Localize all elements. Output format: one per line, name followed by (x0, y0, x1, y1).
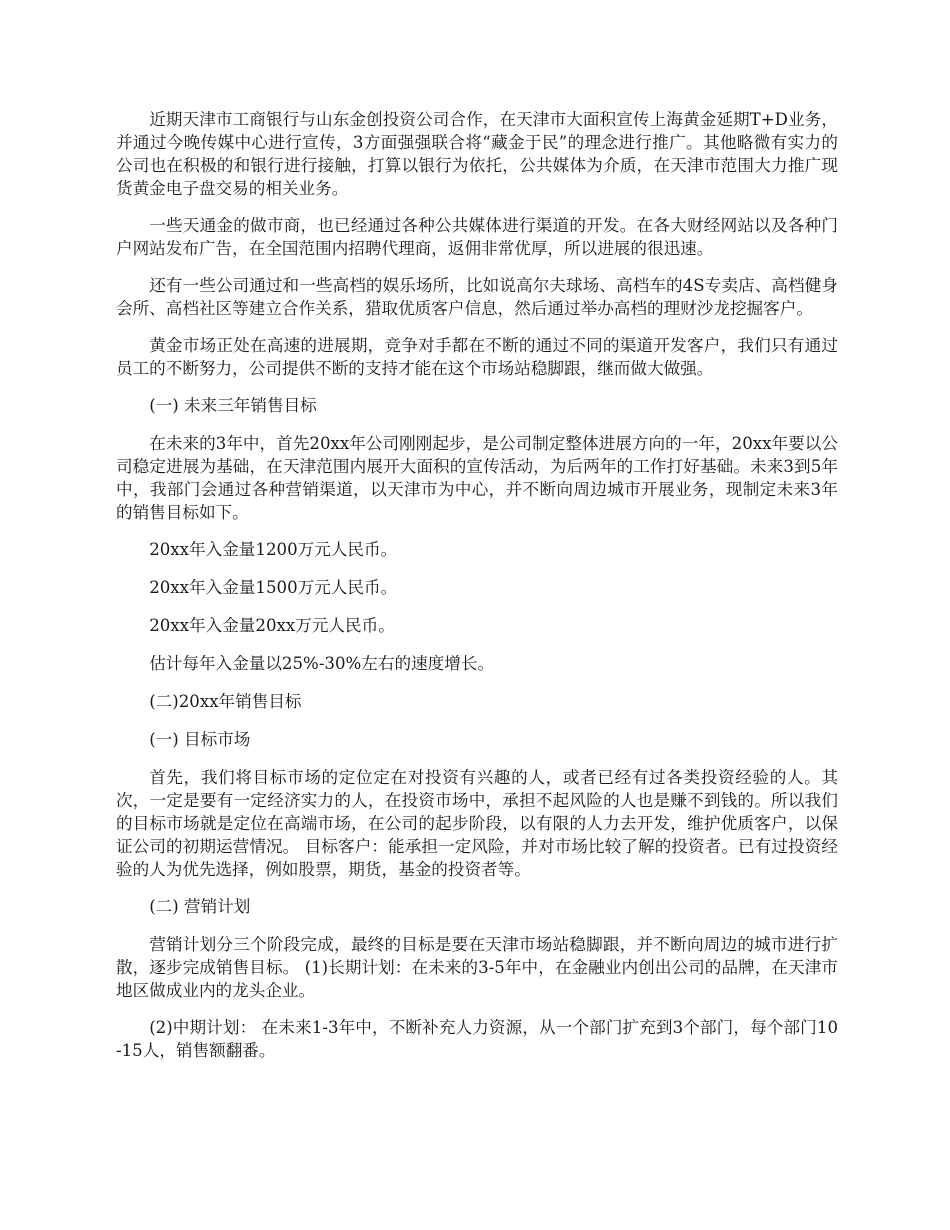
heading-annual-target: (二)20xx年销售目标 (149, 692, 302, 711)
target-year-3: 20xx年入金量20xx万元人民币。 (149, 616, 395, 635)
heading-target-market: (一) 目标市场 (149, 730, 251, 749)
growth-estimate: 估计每年入金量以25%-30%左右的速度增长。 (149, 654, 495, 673)
paragraph-partnerships: 还有一些公司通过和一些高档的娱乐场所，比如说高尔夫球场、高档车的4S专卖店、高档健身会所、高档社区等建立合作关系，猎取优质客户信息，然后通过举办高档的理财沙龙挖掘客户。 (116, 276, 838, 318)
document-body (116, 108, 838, 1076)
paragraph-mid-term-plan: (2)中期计划： 在未来1-3年中，不断补充人力资源，从一个部门扩充到3个部门，每个部门10-15人，销售额翻番。 (116, 1018, 838, 1060)
heading-marketing-plan: (二) 营销计划 (149, 897, 251, 916)
paragraph-competition: 黄金市场正处在高速的进展期，竞争对手都在不断的通过不同的渠道开发客户，我们只有通过员工的不断努力，公司提供不断的支持才能在这个市场站稳脚跟，继而做大做强。 (116, 336, 838, 378)
paragraph-market-makers: 一些天通金的做市商，也已经通过各种公共媒体进行渠道的开发。在各大财经网站以及各种门户网站发布广告，在全国范围内招聘代理商，返佣非常优厚，所以进展的很迅速。 (116, 216, 838, 258)
paragraph-market-intro: 近期天津市工商银行与山东金创投资公司合作，在天津市大面积宣传上海黄金延期T+D业务，并通过今晚传媒中心进行宣传，3方面强强联合将“藏金于民”的理念进行推广。其他略微有实力的公司也在积极的和银行进行接触，打算以银行为依托，公共媒体为介质，在天津市范围大力推广现货黄金电子盘交易的相关业务。 (116, 110, 838, 198)
paragraph-marketing-plan: 营销计划分三个阶段完成，最终的目标是要在天津市场站稳脚跟，并不断向周边的城市进行扩散，逐步完成销售目标。 (1)长期计划：在未来的3-5年中，在金融业内创出公司的品牌，在天津市地区做成业内的龙头企业。 (116, 935, 838, 1000)
paragraph-target-market: 首先，我们将目标市场的定位定在对投资有兴趣的人，或者已经有过各类投资经验的人。其次，一定是要有一定经济实力的人，在投资市场中，承担不起风险的人也是赚不到钱的。所以我们的目标市场就是定位在高端市场，在公司的起步阶段，以有限的人力去开发，维护优质客户，以保证公司的初期运营情况。 目标客户：能承担一定风险，并对市场比较了解的投资者。已有过投资经验的人为优先选择，例如股票，期货，基金的投资者等。 (116, 768, 838, 879)
target-year-2: 20xx年入金量1500万元人民币。 (149, 578, 398, 597)
heading-three-year-target: (一) 未来三年销售目标 (149, 396, 317, 415)
target-year-1: 20xx年入金量1200万元人民币。 (149, 540, 398, 559)
paragraph-three-year-plan: 在未来的3年中，首先20xx年公司刚刚起步，是公司制定整体进展方向的一年，20xx年要以公司稳定进展为基础，在天津范围内展开大面积的宣传活动，为后两年的工作打好基础。未来3到5年中，我部门会通过各种营销渠道，以天津市为中心，并不断向周边城市开展业务，现制定未来3年的销售目标如下。 (116, 434, 838, 522)
